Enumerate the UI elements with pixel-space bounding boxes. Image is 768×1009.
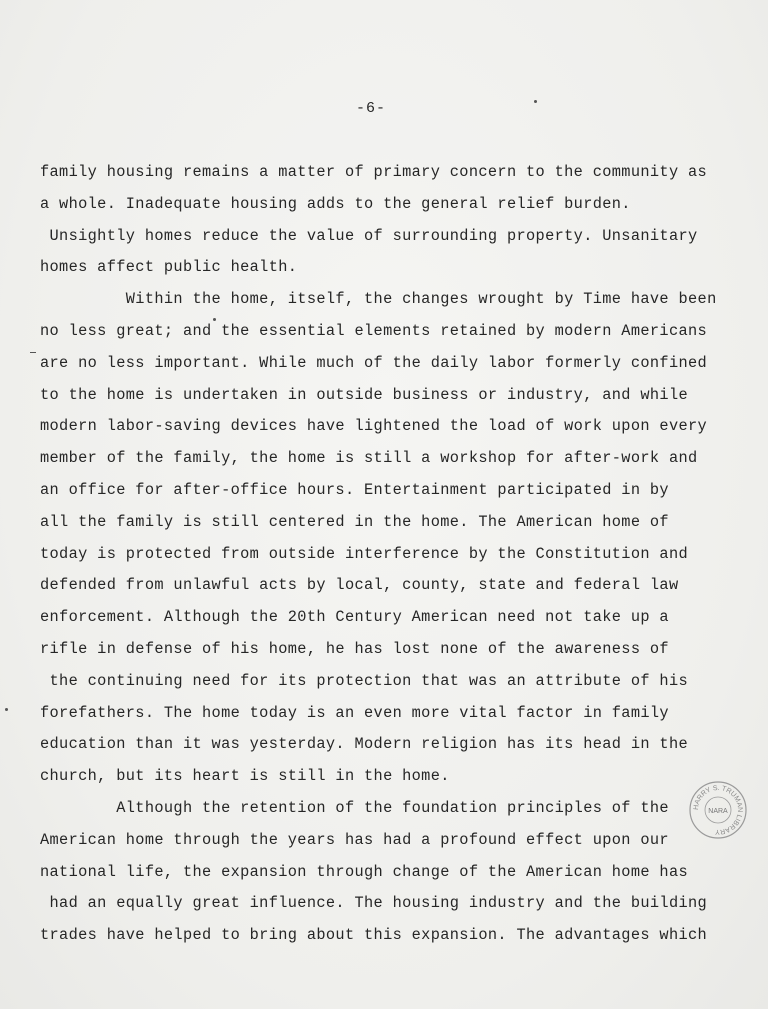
text-line: the continuing need for its protection that was an attribute of his xyxy=(40,671,689,690)
text-line: all the family is still centered in the home. The American home of xyxy=(40,512,669,531)
text-line: modern labor-saving devices have lightened the load of work upon every xyxy=(40,417,708,436)
text-line: defended from unlawful acts by local, county, state and federal law xyxy=(40,576,679,595)
text-line: a whole. Inadequate housing adds to the general relief burden. xyxy=(40,194,631,213)
text-line: member of the family, the home is still a workshop for after-work and xyxy=(40,449,698,468)
text-line: national life, the expansion through change of the American home has xyxy=(40,862,689,881)
text-line: an office for after-office hours. Entertainment participated in by xyxy=(40,481,669,499)
text-line: rifle in defense of his home, he has lost none of the awareness of xyxy=(40,640,669,658)
text-line: Although the retention of the foundation principles of the xyxy=(40,799,669,817)
text-line: today is protected from outside interference by the Constitution and xyxy=(40,544,689,563)
paper-speck xyxy=(5,708,8,711)
text-line: forefathers. The home today is an even more vital factor in family xyxy=(40,703,669,722)
text-line: no less great; and the essential elements retained by modern Americans xyxy=(40,322,708,340)
text-line: Unsightly homes reduce the value of surrounding property. Unsanitary xyxy=(40,226,698,245)
paper-speck xyxy=(534,100,537,103)
text-line: education than it was yesterday. Modern religion has its head in the xyxy=(40,735,689,754)
text-line: American home through the years has had a profound effect upon our xyxy=(40,830,669,849)
text-line: homes affect public health. xyxy=(40,258,298,277)
stamp-center-text: NARA xyxy=(708,808,728,815)
text-line: enforcement. Although the 20th Century American need not take up a xyxy=(40,608,669,627)
paper-speck xyxy=(30,352,36,353)
text-line: had an equally great influence. The housing industry and the building xyxy=(40,894,708,913)
text-line: are no less important. While much of the daily labor formerly confined xyxy=(40,353,708,372)
library-stamp-icon xyxy=(688,780,748,840)
text-line: Within the home, itself, the changes wrought by Time have been xyxy=(40,290,717,309)
paper-speck xyxy=(213,318,216,321)
stamp-ring-text: HARRY S. TRUMAN LIBRARY xyxy=(692,784,744,836)
text-line: church, but its heart is still in the home. xyxy=(40,767,450,786)
text-line: family housing remains a matter of primary concern to the community as xyxy=(40,163,708,181)
text-line: trades have helped to bring about this expansion. The advantages which xyxy=(40,926,708,945)
page-number: -6- xyxy=(356,100,387,117)
text-line: to the home is undertaken in outside business or industry, and while xyxy=(40,385,689,404)
